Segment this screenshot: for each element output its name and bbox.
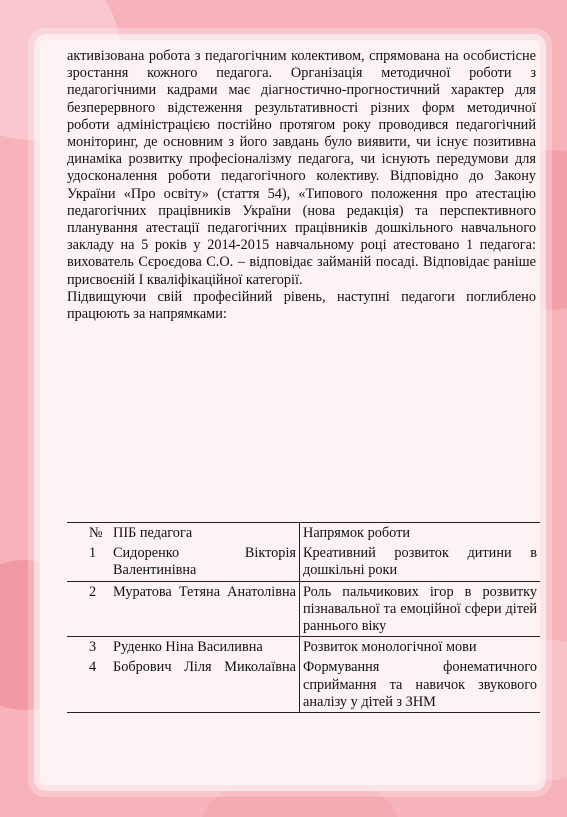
row-num: 3 bbox=[67, 637, 110, 658]
header-name: ПІБ педагога bbox=[110, 523, 300, 544]
header-num: № bbox=[67, 523, 110, 544]
row-name: Руденко Ніна Василивна bbox=[110, 637, 300, 658]
paragraph-attestation: активізована робота з педагогічним колективом, спрямована на особистісне зростання кожного педагога. Організація методичної роботи з педагогічними кадрами має діагностично-прогностичний характер для безперервного відстеження результативності різних форм методичної роботи адміністрацією постійно протягом року проводився педагогічний моніторинг, де основним з його завдань було виявити, чи існує позитивна динаміка розвитку професіоналізму педагога, чи існують передумови для удосконалення роботи педагогічного колективу. Відповідно до Закону України «Про освіту» (стаття 54), «Типового положення про атестацію педагогічних працівників України (нова редакція) та перспективного планування атестації педагогічних працівників дошкільного навчального закладу на 5 років у 2014-2015 навчальному році атестовано 1 педагога: вихователь Сєроєдова С.О. – відповідає займаній посаді. Відповідає раніше присвоєній І кваліфікаційної категорії. bbox=[67, 48, 536, 288]
row-name: Муратова Тетяна Анатолівна bbox=[110, 581, 300, 637]
table-row bbox=[67, 581, 540, 637]
row-num: 2 bbox=[67, 581, 110, 637]
paragraph-directions-intro: Підвищуючи свій професійний рівень, наступні педагоги поглиблено працюють за напрямками: bbox=[67, 288, 536, 323]
row-direction: Роль пальчикових ігор в розвитку пізнавальної та емоційної сфери дітей раннього віку bbox=[300, 581, 541, 637]
table-header-row bbox=[67, 523, 540, 544]
row-direction: Розвиток монологічної мови bbox=[300, 637, 541, 658]
document-body bbox=[67, 48, 536, 323]
row-num: 1 bbox=[89, 545, 97, 562]
row-name: Сидоренко Вікторія Валентинівна bbox=[110, 543, 300, 581]
teachers-table bbox=[67, 522, 540, 713]
row-direction: Формування фонематичного сприймання та навичок звукового аналізу у дітей з ЗНМ bbox=[300, 657, 541, 712]
row-name: Бобрович Ліля Миколаївна bbox=[110, 657, 300, 712]
table-row bbox=[67, 657, 540, 712]
row-direction: Креативний розвиток дитини в дошкільні роки bbox=[303, 545, 537, 579]
table-row bbox=[67, 637, 540, 658]
row-num: 4 bbox=[67, 657, 110, 712]
table-row bbox=[67, 543, 540, 581]
header-direction: Напрямок роботи bbox=[300, 523, 541, 544]
